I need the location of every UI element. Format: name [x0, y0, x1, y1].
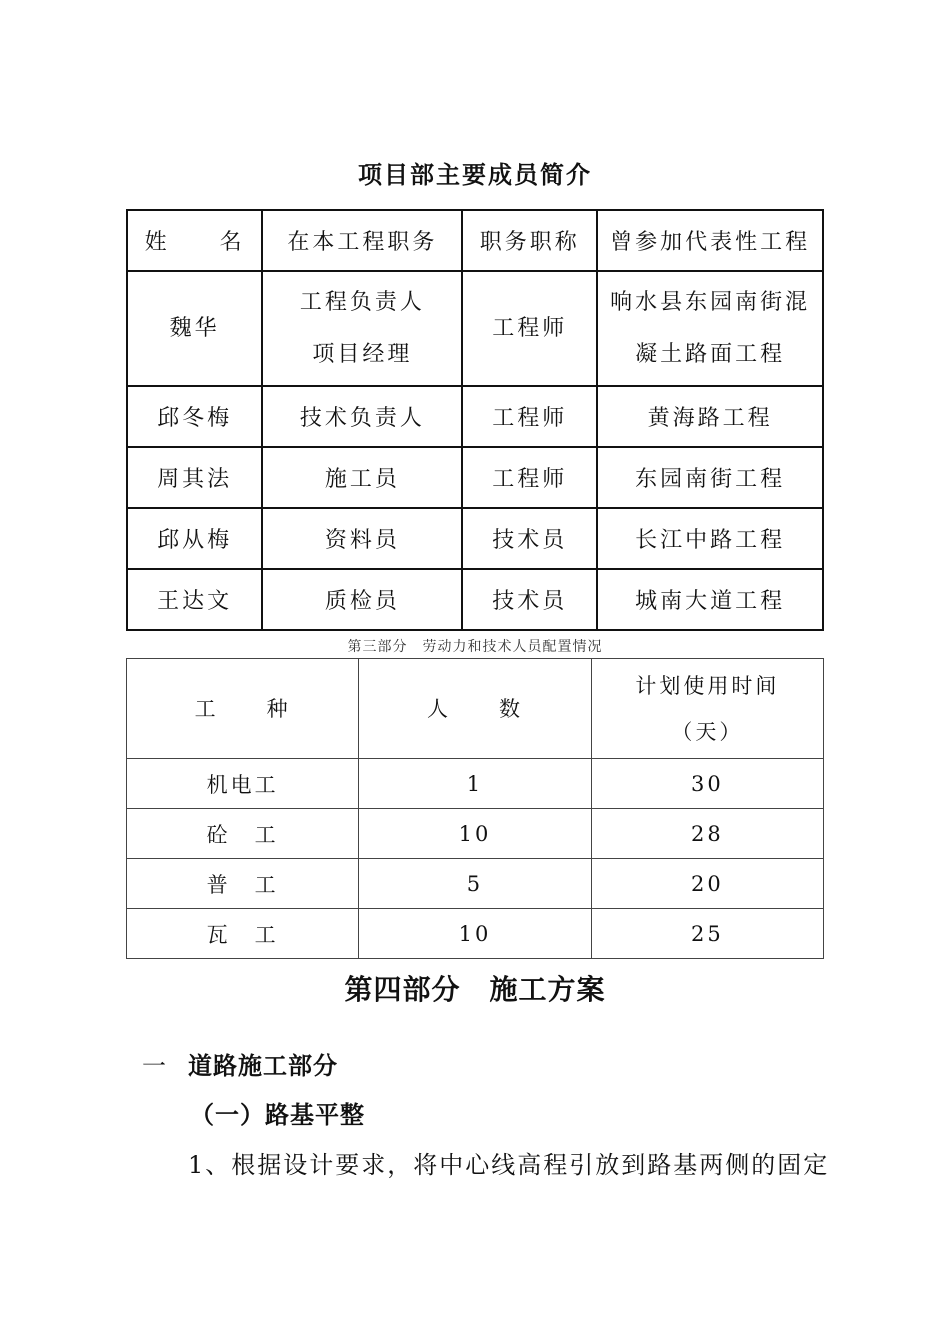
member-name: 周其法 — [127, 447, 262, 508]
labor-count: 1 — [359, 759, 591, 809]
header-days-line2: （天） — [671, 719, 744, 744]
table-row — [127, 859, 824, 909]
header-days — [591, 659, 823, 759]
member-title: 工程师 — [462, 386, 597, 447]
member-title: 工程师 — [462, 271, 597, 386]
member-project: 长江中路工程 — [597, 508, 823, 569]
body-paragraph: 1、根据设计要求，将中心线高程引放到路基两侧的固定 — [188, 1151, 830, 1179]
table-row — [127, 809, 824, 859]
labor-trade: 砼 工 — [127, 809, 359, 859]
member-duty-line1: 工程负责人 — [299, 289, 425, 315]
member-duty: 质检员 — [262, 569, 462, 630]
section-title: 道路施工部分 — [188, 1051, 338, 1080]
member-project-line1: 响水县东园南街混 — [610, 289, 811, 315]
member-name: 邱从梅 — [127, 508, 262, 569]
labor-count: 5 — [359, 859, 591, 909]
table-row — [127, 909, 824, 959]
member-name: 邱冬梅 — [127, 386, 262, 447]
table-row — [127, 271, 823, 386]
table-row — [127, 569, 823, 630]
labor-trade: 普 工 — [127, 859, 359, 909]
labor-table — [126, 658, 824, 959]
members-table — [126, 209, 824, 631]
header-duty: 在本工程职务 — [262, 210, 462, 271]
member-name: 王达文 — [127, 569, 262, 630]
table-row — [127, 508, 823, 569]
section-heading: 第四部分 施工方案 — [344, 973, 606, 1006]
member-project — [597, 271, 823, 386]
header-title: 职务职称 — [462, 210, 597, 271]
section-number: 一 — [142, 1052, 166, 1080]
table-row — [127, 386, 823, 447]
labor-days: 20 — [591, 859, 823, 909]
table-row — [127, 447, 823, 508]
page-title: 项目部主要成员简介 — [358, 160, 592, 189]
member-title: 工程师 — [462, 447, 597, 508]
member-name: 魏华 — [127, 271, 262, 386]
labor-days: 30 — [591, 759, 823, 809]
table-header-row — [127, 210, 823, 271]
member-project: 城南大道工程 — [597, 569, 823, 630]
table-header-row — [127, 659, 824, 759]
member-duty — [262, 271, 462, 386]
member-project-line2: 凝土路面工程 — [635, 341, 786, 367]
member-project: 黄海路工程 — [597, 386, 823, 447]
labor-caption: 第三部分 劳动力和技术人员配置情况 — [347, 639, 603, 655]
member-duty: 资料员 — [262, 508, 462, 569]
member-duty: 施工员 — [262, 447, 462, 508]
header-name: 姓 名 — [127, 210, 262, 271]
member-duty: 技术负责人 — [262, 386, 462, 447]
header-trade: 工 种 — [127, 659, 359, 759]
labor-count: 10 — [359, 909, 591, 959]
subsection-title: （一）路基平整 — [190, 1100, 365, 1129]
member-duty-line2: 项目经理 — [312, 341, 413, 367]
member-project: 东园南街工程 — [597, 447, 823, 508]
member-title: 技术员 — [462, 569, 597, 630]
header-days-line1: 计划使用时间 — [635, 673, 780, 698]
labor-trade: 机电工 — [127, 759, 359, 809]
labor-count: 10 — [359, 809, 591, 859]
header-count: 人 数 — [359, 659, 591, 759]
table-row — [127, 759, 824, 809]
labor-days: 25 — [591, 909, 823, 959]
labor-days: 28 — [591, 809, 823, 859]
labor-trade: 瓦 工 — [127, 909, 359, 959]
header-project: 曾参加代表性工程 — [597, 210, 823, 271]
member-title: 技术员 — [462, 508, 597, 569]
